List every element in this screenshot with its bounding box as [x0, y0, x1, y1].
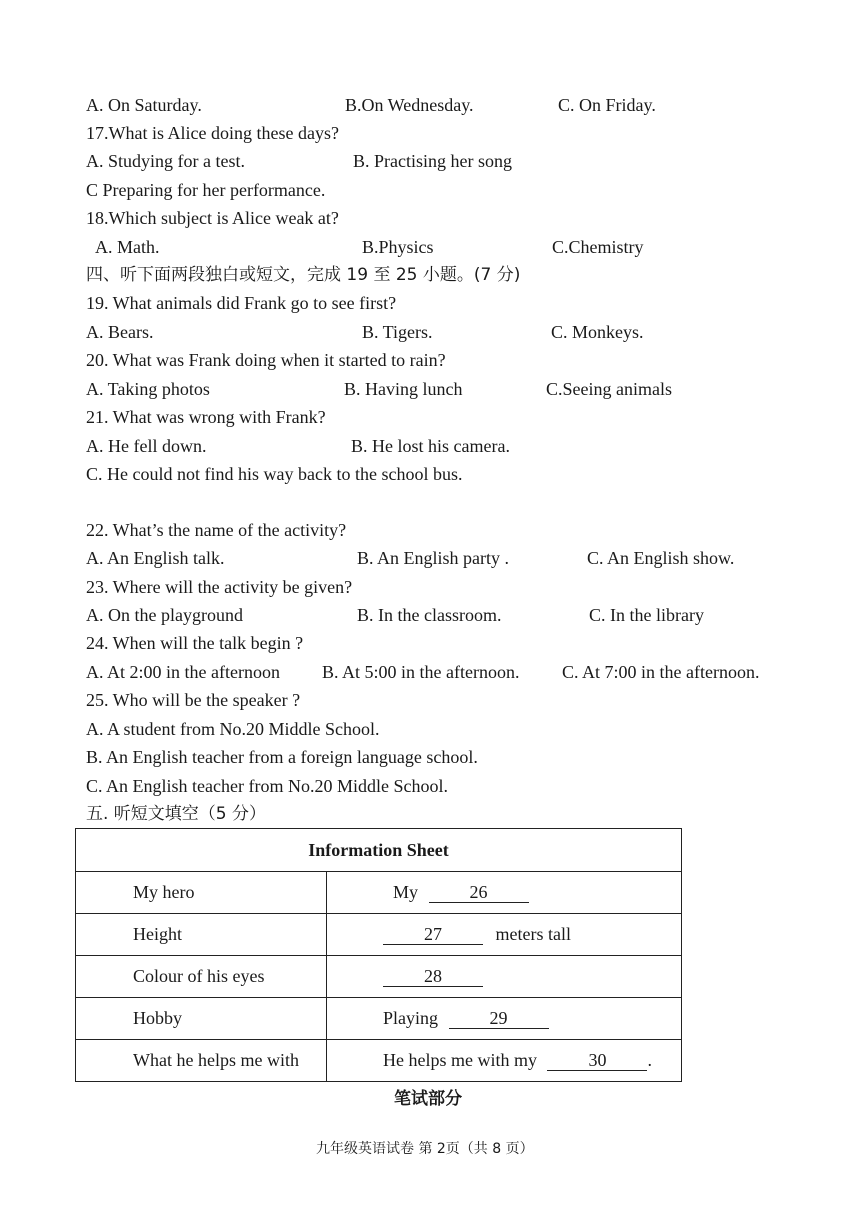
row-answer-cell [327, 914, 682, 956]
row-label: My hero [76, 872, 327, 914]
row-answer-cell [327, 1040, 682, 1082]
answer-prefix: Playing [383, 1008, 439, 1028]
q21-question: 21. What was wrong with Frank? [86, 407, 326, 427]
row-answer-cell [327, 872, 682, 914]
q24-option-a: A. At 2:00 in the afternoon [86, 662, 280, 682]
q20-option-a: A. Taking photos [86, 379, 210, 399]
q20-question: 20. What was Frank doing when it started to rain? [86, 350, 446, 370]
q21-option-c: C. He could not find his way back to the school bus. [86, 464, 463, 484]
q17-option-c: C Preparing for her performance. [86, 180, 326, 200]
q25-option-a: A. A student from No.20 Middle School. [86, 719, 380, 739]
q19-option-a: A. Bears. [86, 322, 154, 342]
q19-option-c: C. Monkeys. [551, 322, 644, 342]
answer-blank-27[interactable]: 27 [383, 925, 483, 945]
q25-option-c: C. An English teacher from No.20 Middle School. [86, 776, 448, 796]
q23-question: 23. Where will the activity be given? [86, 577, 353, 597]
q16-option-c: C. On Friday. [558, 95, 656, 115]
answer-prefix: He helps me with my [383, 1050, 537, 1070]
answer-blank-30[interactable]: 30 [547, 1051, 647, 1071]
q18-option-b: B.Physics [362, 237, 434, 257]
q25-option-b: B. An English teacher from a foreign language school. [86, 747, 478, 767]
row-answer-cell [327, 956, 682, 998]
q22-question: 22. What’s the name of the activity? [86, 520, 347, 540]
answer-blank-28[interactable]: 28 [383, 967, 483, 987]
q20-option-c: C.Seeing animals [546, 379, 672, 399]
q25-question: 25. Who will be the speaker ? [86, 690, 301, 710]
q22-option-a: A. An English talk. [86, 548, 225, 568]
table-header-row [76, 829, 682, 872]
table-row [76, 872, 682, 914]
q23-option-c: C. In the library [589, 605, 704, 625]
q19-question: 19. What animals did Frank go to see first? [86, 293, 397, 313]
q21-option-a: A. He fell down. [86, 436, 207, 456]
q20-option-b: B. Having lunch [344, 379, 463, 399]
table-row [76, 1040, 682, 1082]
q24-option-c: C. At 7:00 in the afternoon. [562, 662, 760, 682]
page-footer: 九年级英语试卷 第 2页（共 8 页） [316, 1141, 534, 1157]
section4-title: 四、听下面两段独白或短文，完成 19 至 25 小题。(7 分) [86, 265, 521, 285]
q18-question: 18.Which subject is Alice weak at? [86, 208, 339, 228]
answer-suffix: meters tall [495, 924, 571, 944]
row-label: Colour of his eyes [76, 956, 327, 998]
written-part-title: 笔试部分 [394, 1089, 462, 1109]
q22-option-b: B. An English party . [357, 548, 509, 568]
q16-option-b: B.On Wednesday. [345, 95, 474, 115]
information-sheet-title: Information Sheet [76, 829, 682, 872]
answer-suffix: . [647, 1050, 652, 1070]
q24-option-b: B. At 5:00 in the afternoon. [322, 662, 520, 682]
table-row [76, 998, 682, 1040]
q24-question: 24. When will the talk begin ? [86, 633, 304, 653]
row-answer-cell [327, 998, 682, 1040]
section5-title: 五. 听短文填空（5 分） [86, 804, 267, 824]
q19-option-b: B. Tigers. [362, 322, 433, 342]
table-row [76, 956, 682, 998]
q18-option-a: A. Math. [95, 237, 160, 257]
q21-option-b: B. He lost his camera. [351, 436, 510, 456]
answer-prefix: My [393, 882, 419, 902]
information-sheet-table [75, 828, 682, 1082]
q18-option-c: C.Chemistry [552, 237, 644, 257]
q23-option-a: A. On the playground [86, 605, 243, 625]
row-label: Height [76, 914, 327, 956]
q23-option-b: B. In the classroom. [357, 605, 502, 625]
q17-option-a: A. Studying for a test. [86, 151, 245, 171]
q16-option-a: A. On Saturday. [86, 95, 202, 115]
q17-option-b: B. Practising her song [353, 151, 512, 171]
answer-blank-29[interactable]: 29 [449, 1009, 549, 1029]
answer-blank-26[interactable]: 26 [429, 883, 529, 903]
row-label: Hobby [76, 998, 327, 1040]
table-row [76, 914, 682, 956]
row-label: What he helps me with [76, 1040, 327, 1082]
q22-option-c: C. An English show. [587, 548, 735, 568]
q17-question: 17.What is Alice doing these days? [86, 123, 339, 143]
